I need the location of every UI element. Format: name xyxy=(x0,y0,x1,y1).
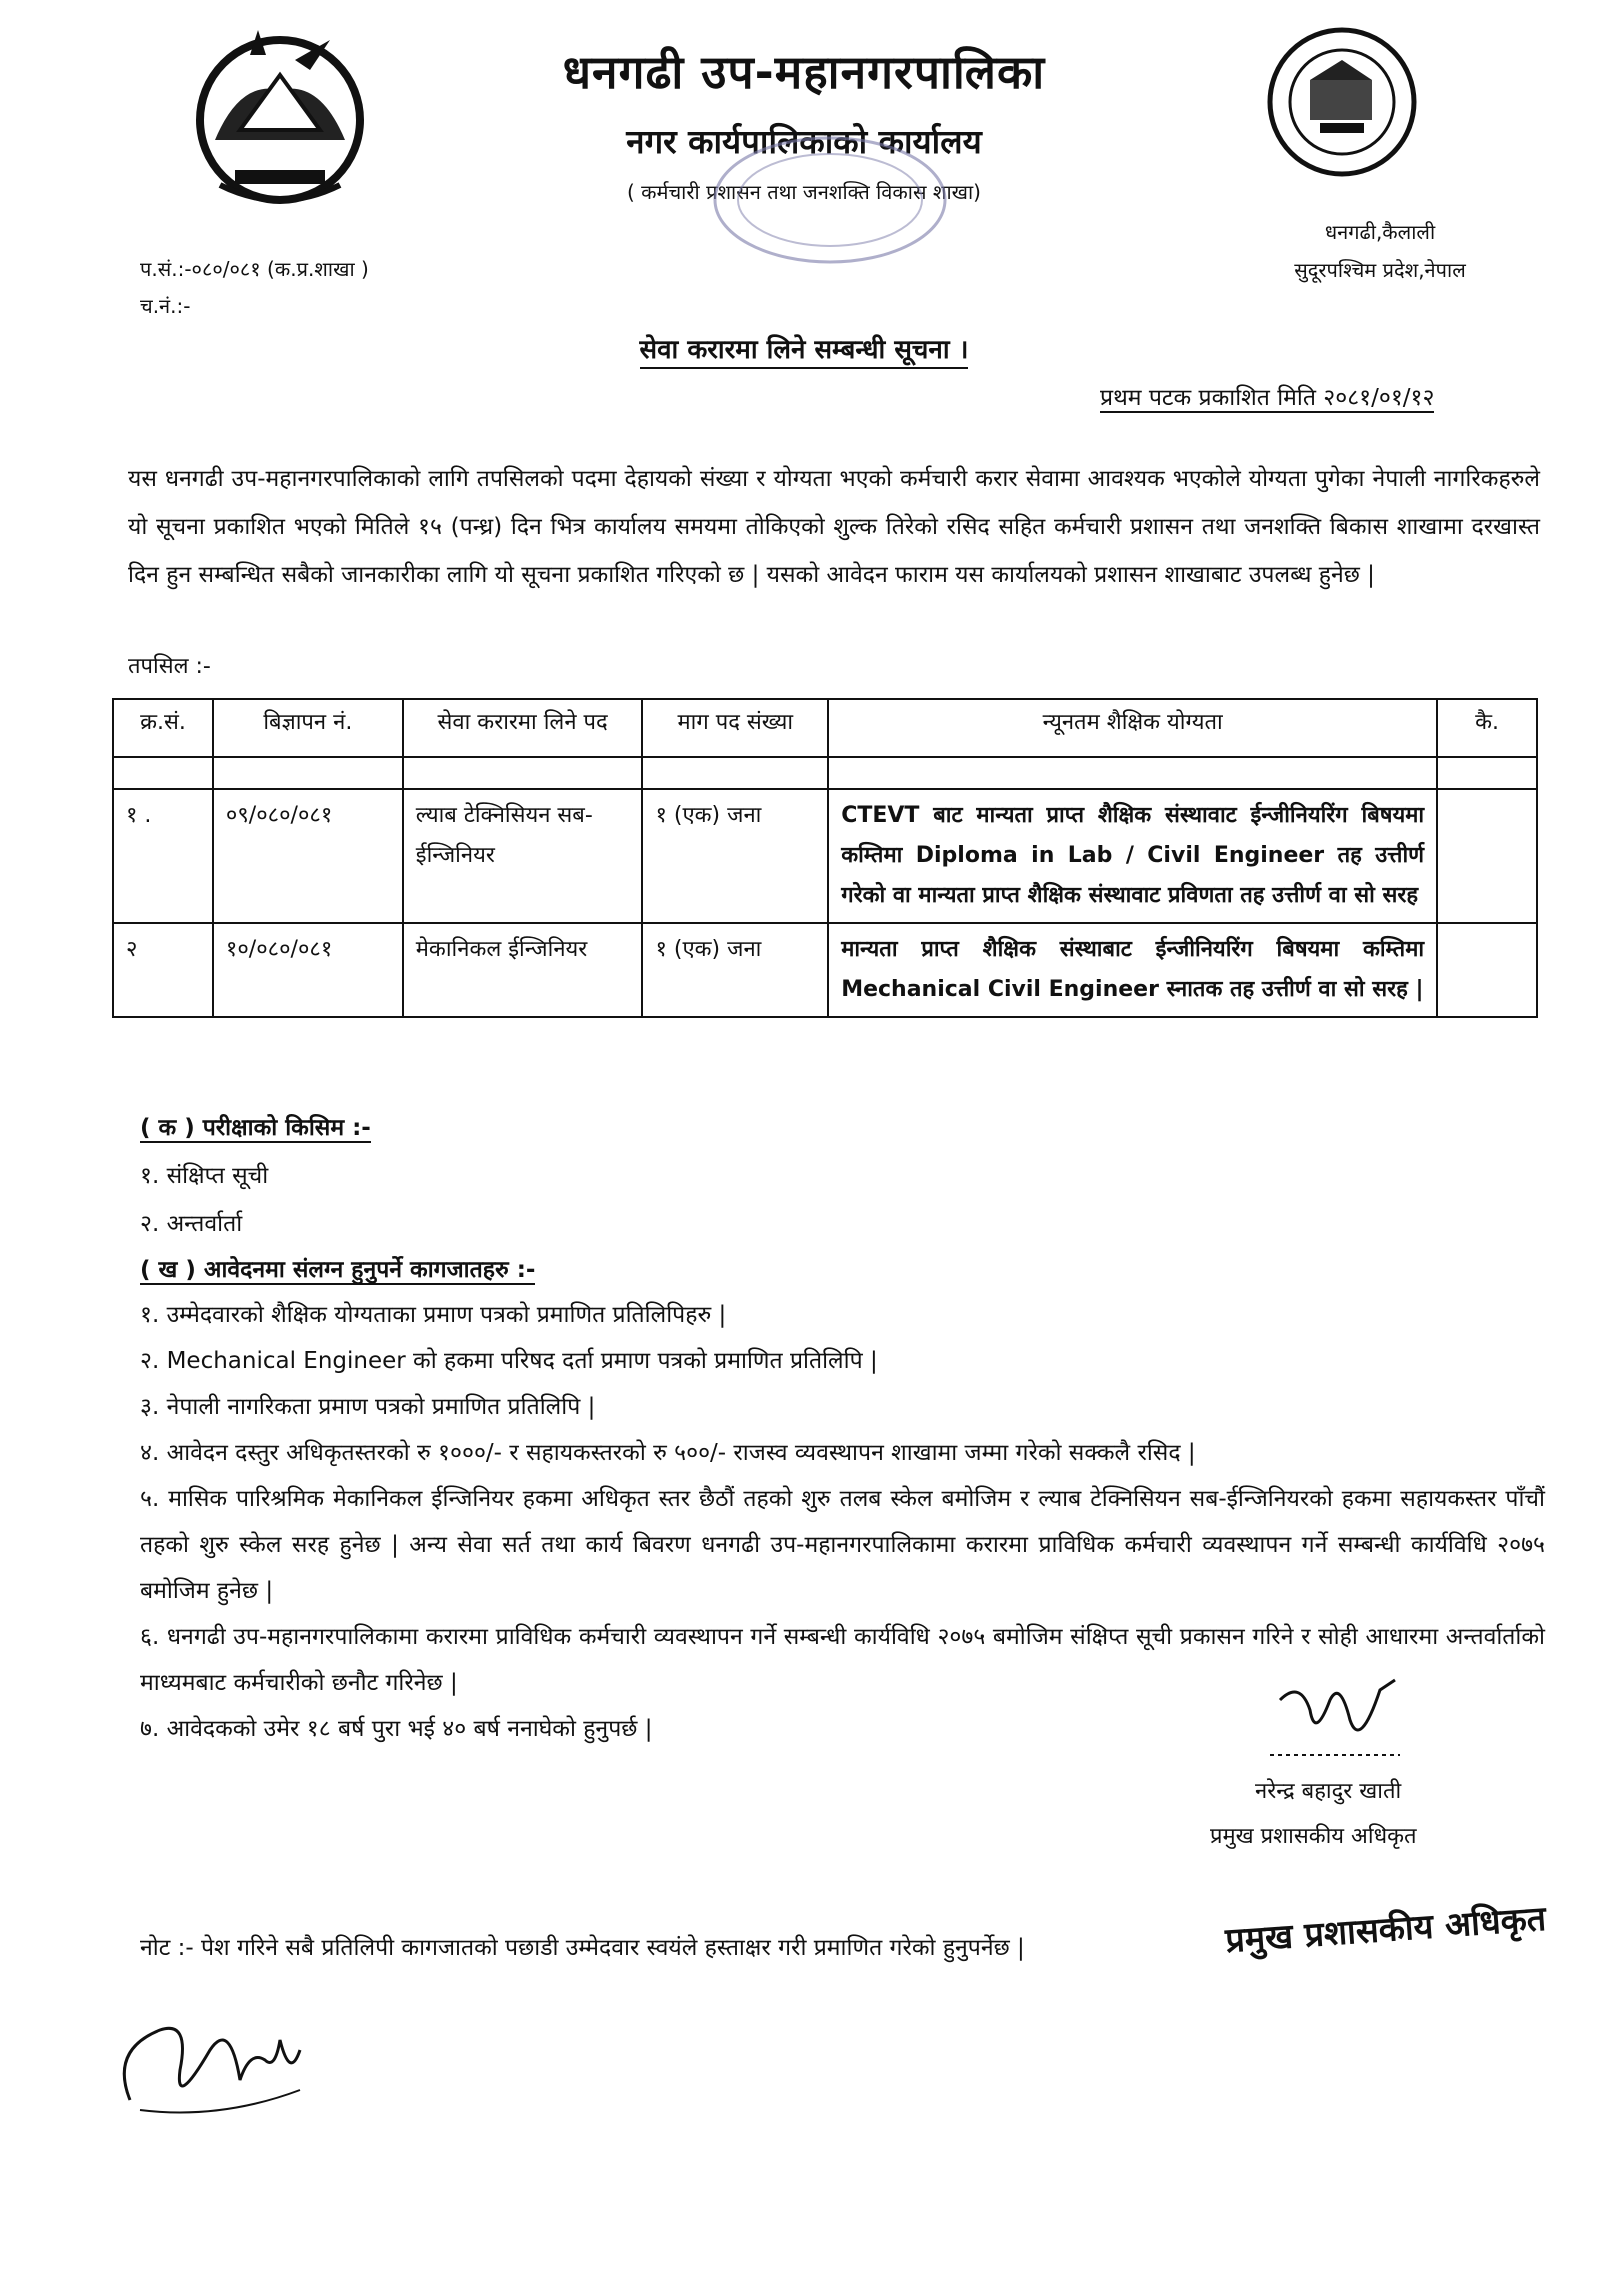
dispatch-number: च.नं.:- xyxy=(140,294,191,318)
document-item: ४. आवेदन दस्तुर अधिकृतस्तरको रु १०००/- र सहायकस्तरको रु ५००/- राजस्व व्यवस्थापन शाखामा जम्मा गरेको सक्कलै रसिद | xyxy=(140,1440,1196,1466)
notice-body: यस धनगढी उप-महानगरपालिकाको लागि तपसिलको पदमा देहायको संख्या र योग्यता भएको कर्मचारी करार सेवामा आवश्यक भएकोले योग्यता पुगेका नेपाली नागरिकहरुले यो सूचना प्रकाशित भएको मितिले १५ (पन्ध्र) दिन भित्र कार्यालय समयमा तोकिएको शुल्क तिरेको रसिद सहित कर्मचारी प्रशासन तथा जनशक्ति बिकास शाखामा दरखास्त दिन हुन सम्बन्धित सबैको जानकारीका लागि यो सूचना प्रकाशित गरिएको छ | यसको आवेदन फाराम यस कार्यालयको प्रशासन शाखाबाट उपलब्ध हुनेछ | xyxy=(128,466,1540,588)
cell-post: ल्याब टेक्निसियन सब-ईन्जिनियर xyxy=(403,789,643,923)
office-name: नगर कार्यपालिकाको कार्यालय xyxy=(626,122,982,161)
publish-date: प्रथम पटक प्रकाशित मिति २०८१/०१/१२ xyxy=(1100,385,1435,411)
documents-heading: ( ख ) आवेदनमा संलग्न हुनुपर्ने कागजातहरु :- xyxy=(140,1257,536,1283)
document-item: २. Mechanical Engineer को हकमा परिषद दर्ता प्रमाण पत्रको प्रमाणित प्रतिलिपि | xyxy=(140,1348,878,1374)
vacancy-table xyxy=(112,698,1538,1018)
document-item: १. उम्मेदवारको शैक्षिक योग्यताका प्रमाण पत्रको प्रमाणित प्रतिलिपिहरु | xyxy=(140,1302,727,1328)
table-spacer-row xyxy=(113,757,1537,789)
col-remarks: कै. xyxy=(1437,699,1537,757)
municipality-name: धनगढी उप-महानगरपालिका xyxy=(562,45,1046,99)
exam-item: २. अन्तर्वार्ता xyxy=(140,1211,243,1237)
cell-count: १ (एक) जना xyxy=(642,923,828,1017)
branch-name: ( कर्मचारी प्रशासन तथा जनशक्ति विकास शाखा) xyxy=(627,180,981,204)
cell-serial: २ xyxy=(113,923,213,1017)
exam-item: १. संक्षिप्त सूची xyxy=(140,1163,269,1189)
signer-name: नरेन्द्र बहादुर खाती xyxy=(1255,1779,1402,1804)
cell-remarks xyxy=(1437,923,1537,1017)
signature-icon xyxy=(1260,1670,1410,1770)
cell-serial: १ . xyxy=(113,789,213,923)
cell-count: १ (एक) जना xyxy=(642,789,828,923)
document-item: ३. नेपाली नागरिकता प्रमाण पत्रको प्रमाणित प्रतिलिपि | xyxy=(140,1394,596,1420)
document-item: ५. मासिक पारिश्रमिक मेकानिकल ईन्जिनियर हकमा अधिकृत स्तर छैठौं तहको शुरु तलब स्केल बमोजिम र ल्याब टेक्निसियन सब-ईन्जिनियरको हकमा सहायकस्तर पाँचौं तहको शुरु स्केल सरह हुनेछ | अन्य सेवा सर्त तथा कार्य बिवरण धनगढी उप-महानगरपालिकामा करारमा प्राविधिक कर्मचारी व्यवस्थापन गर्ने सम्बन्धी कार्यविधि २०७५ बमोजिम हुनेछ | xyxy=(140,1486,1545,1604)
tapasil-label: तपसिल :- xyxy=(128,654,211,679)
col-count: माग पद संख्या xyxy=(642,699,828,757)
cell-post: मेकानिकल ईन्जिनियर xyxy=(403,923,643,1017)
office-stamp-icon xyxy=(700,130,960,270)
footer-note: नोट :- पेश गरिने सबै प्रतिलिपी कागजातको पछाडी उम्मेदवार स्वयंले हस्ताक्षर गरी प्रमाणित गरेको हुनुपर्नेछ | xyxy=(140,1935,1025,1961)
col-qualification: न्यूनतम शैक्षिक योग्यता xyxy=(828,699,1437,757)
cell-qualification: CTEVT बाट मान्यता प्राप्त शैक्षिक संस्थावाट ईन्जीनियरिंग बिषयमा कम्तिमा Diploma in Lab / Civil Engineer तह उत्तीर्ण गरेको वा मान्यता प्राप्त शैक्षिक संस्थावाट प्रविणता तह उत्तीर्ण वा सो सरह xyxy=(828,789,1437,923)
col-ad-number: बिज्ञापन नं. xyxy=(213,699,403,757)
cell-ad-number: ०९/०८०/०८१ xyxy=(213,789,403,923)
address-province: सुदूरपश्चिम प्रदेश,नेपाल xyxy=(1294,258,1466,282)
document-item: ६. धनगढी उप-महानगरपालिकामा करारमा प्राविधिक कर्मचारी व्यवस्थापन गर्ने सम्बन्धी कार्यविधि २०७५ बमोजिम संक्षिप्त सूची प्रकासन गरिने र सोही आधारमा अन्तर्वार्ताको माध्यमबाट कर्मचारीको छनौट गरिनेछ | xyxy=(140,1624,1545,1696)
notice-title: सेवा करारमा लिने सम्बन्धी सूचना । xyxy=(0,330,1608,366)
col-serial: क्र.सं. xyxy=(113,699,213,757)
initial-signature-icon xyxy=(100,1990,330,2130)
table-row xyxy=(113,789,1537,923)
cell-ad-number: १०/०८०/०८१ xyxy=(213,923,403,1017)
reference-number: प.सं.:-०८०/०८१ (क.प्र.शाखा ) xyxy=(140,257,369,281)
table-row xyxy=(113,923,1537,1017)
table-header-row xyxy=(113,699,1537,757)
col-post: सेवा करारमा लिने पद xyxy=(403,699,643,757)
cell-remarks xyxy=(1437,789,1537,923)
cell-qualification: मान्यता प्राप्त शैक्षिक संस्थाबाट ईन्जीनियरिंग बिषयमा कम्तिमा Mechanical Civil Engineer स्नातक तह उत्तीर्ण वा सो सरह | xyxy=(828,923,1437,1017)
designation-stamp: प्रमुख प्रशासकीय अधिकृत xyxy=(1224,1898,1548,1962)
exam-heading: ( क ) परीक्षाको किसिम :- xyxy=(140,1115,371,1141)
document-item: ७. आवेदकको उमेर १८ बर्ष पुरा भई ४० बर्ष ननाघेको हुनुपर्छ | xyxy=(140,1716,653,1742)
address-city: धनगढी,कैलाली xyxy=(1324,220,1436,244)
signer-title: प्रमुख प्रशासकीय अधिकृत xyxy=(1210,1824,1417,1849)
